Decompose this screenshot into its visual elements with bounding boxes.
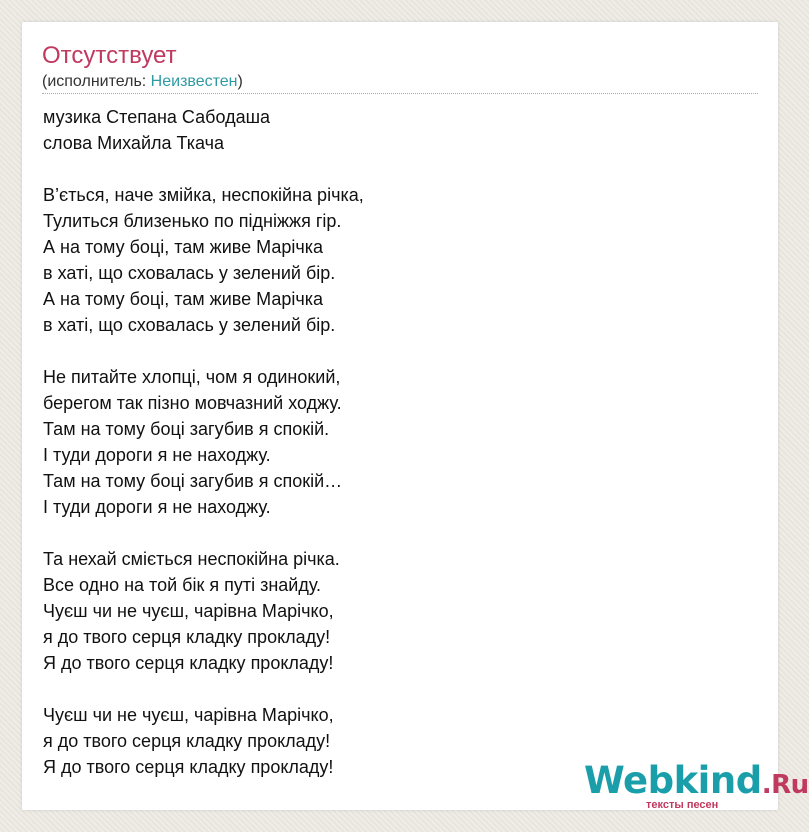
lyrics-card — [22, 22, 809, 811]
lyrics-line: В’ється, наче змійка, неспокійна річка, — [43, 185, 364, 205]
lyrics-line: берегом так пізно мовчазний ходжу. — [43, 393, 342, 413]
lyrics-stanza — [43, 546, 364, 676]
performer-line — [42, 73, 243, 91]
song-title: Отсутствует — [42, 42, 177, 69]
performer-suffix: ) — [237, 73, 243, 90]
logo-subtitle: тексты песен — [646, 799, 719, 811]
lyrics-line: Там на тому боці загубив я спокій… — [43, 471, 343, 491]
lyrics-stanza — [43, 702, 364, 780]
lyrics-stanza — [43, 364, 364, 520]
header-divider — [42, 93, 758, 94]
webkind-logo[interactable] — [584, 759, 809, 811]
lyrics-text — [43, 104, 364, 806]
lyrics-line: в хаті, що сховалась у зелений бір. — [43, 263, 336, 283]
performer-prefix: (исполнитель: — [42, 73, 151, 90]
lyrics-line: Чуєш чи не чуєш, чарівна Марічко, — [43, 705, 334, 725]
logo-tld: .Ru — [761, 770, 809, 800]
lyrics-line: музика Степана Сабодаша — [43, 107, 271, 127]
lyrics-line: Все одно на той бік я путі знайду. — [43, 575, 322, 595]
lyrics-line: Я до твого серця кладку прокладу! — [43, 757, 334, 777]
lyrics-line: І туди дороги я не находжу. — [43, 445, 271, 465]
lyrics-line: я до твого серця кладку прокладу! — [43, 731, 331, 751]
lyrics-line: Та нехай сміється неспокійна річка. — [43, 549, 340, 569]
lyrics-stanza — [43, 104, 364, 156]
lyrics-line: в хаті, що сховалась у зелений бір. — [43, 315, 336, 335]
lyrics-line: Там на тому боці загубив я спокій. — [43, 419, 330, 439]
lyrics-line: Не питайте хлопці, чом я одинокий, — [43, 367, 341, 387]
lyrics-line: слова Михайла Ткача — [43, 133, 224, 153]
lyrics-line: І туди дороги я не находжу. — [43, 497, 271, 517]
lyrics-line: Я до твого серця кладку прокладу! — [43, 653, 334, 673]
lyrics-line: А на тому боці, там живе Марічка — [43, 237, 323, 257]
lyrics-line: я до твого серця кладку прокладу! — [43, 627, 331, 647]
logo-main-text: Webkind — [584, 759, 762, 802]
lyrics-line: Чуєш чи не чуєш, чарівна Марічко, — [43, 601, 334, 621]
lyrics-line: А на тому боці, там живе Марічка — [43, 289, 323, 309]
lyrics-line: Тулиться близенько по підніжжя гір. — [43, 211, 342, 231]
lyrics-stanza — [43, 182, 364, 338]
performer-link[interactable]: Неизвестен — [150, 73, 238, 90]
